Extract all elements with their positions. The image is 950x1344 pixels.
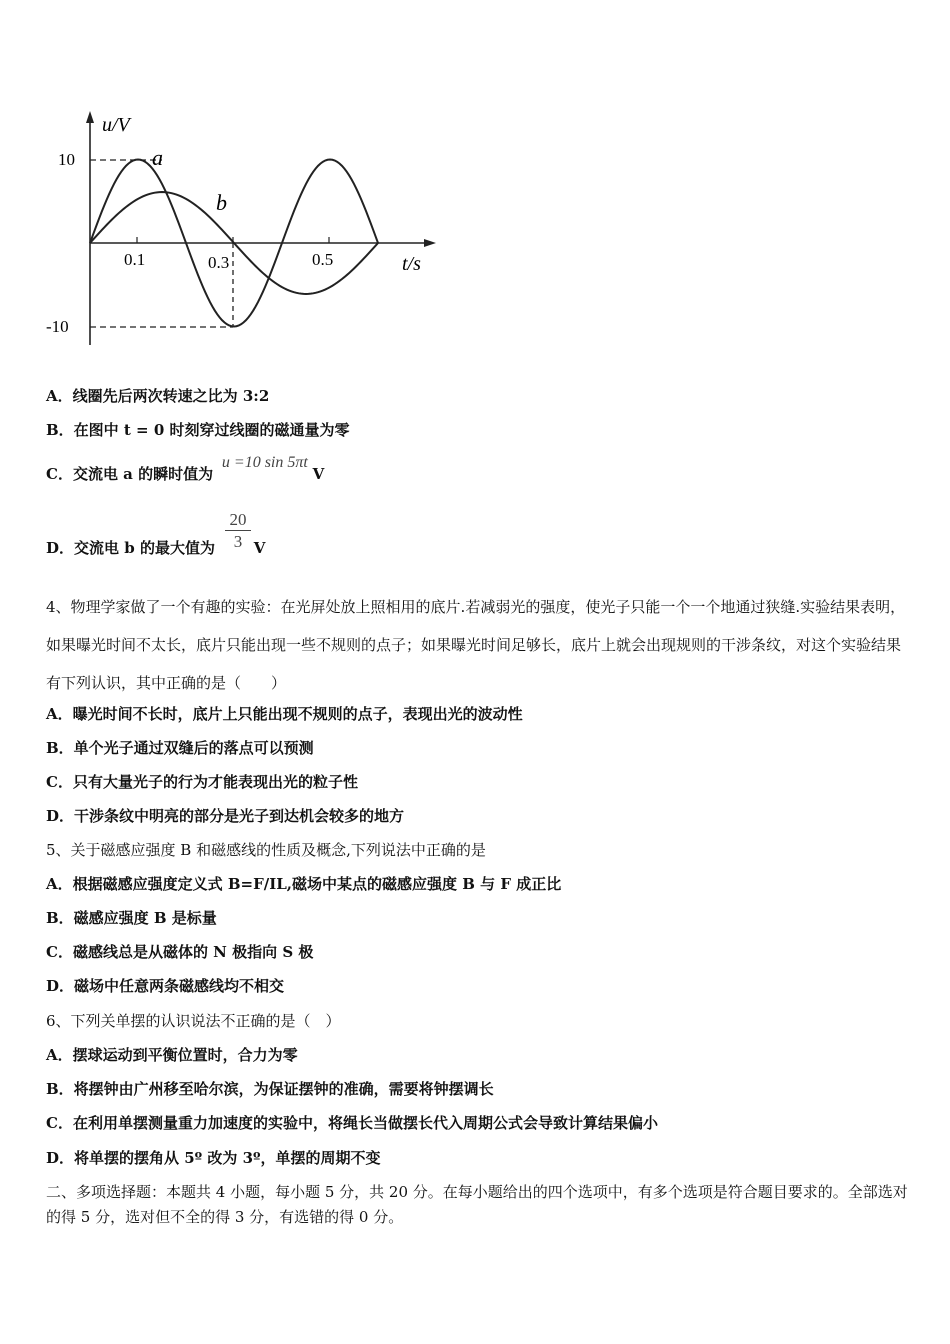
q5-stem: 5、关于磁感应强度 B 和磁感线的性质及概念,下列说法中正确的是 xyxy=(46,841,486,859)
x-tick-0.5: 0.5 xyxy=(312,250,334,269)
q4-option-d: D．干涉条纹中明亮的部分是光子到达机会较多的地方 xyxy=(46,807,405,825)
x-axis-label: t/s xyxy=(402,253,421,275)
x-axis-arrow xyxy=(424,239,436,247)
q3-option-d-prefix: D．交流电 b 的最大值为 xyxy=(46,539,215,557)
q3-option-c-suffix: V xyxy=(312,465,325,483)
section-2-instructions: 二、多项选择题：本题共 4 小题，每小题 5 分，共 20 分。在每小题给出的四个选项中，有多个选项是符合题目要求的。全部选对的得 5 分，选对但不全的得 3 分，有选错的得 0 分。 xyxy=(46,1183,908,1226)
q3-option-c xyxy=(46,454,325,485)
y-tick-top: 10 xyxy=(58,150,75,169)
y-axis-arrow xyxy=(86,111,94,123)
fraction-denominator: 3 xyxy=(233,532,243,551)
q3-option-b: B．在图中 t = 0 时刻穿过线圈的磁通量为零 xyxy=(46,421,350,439)
q6-option-b: B．将摆钟由广州移至哈尔滨，为保证摆钟的准确，需要将钟摆调长 xyxy=(46,1080,494,1098)
q4-stem: 4、物理学家做了一个有趣的实验：在光屏处放上照相用的底片.若减弱光的强度，使光子只能一个一个地通过狭缝.实验结果表明，如果曝光时间不太长，底片只能出现一些不规则的点子；如果曝光时间足够长，底片上就会出现规则的干涉条纹，对这个实验结果有下列认识，其中正确的是（ ） xyxy=(46,598,906,692)
q6-option-c: C．在利用单摆测量重力加速度的实验中，将绳长当做摆长代入周期公式会导致计算结果偏小 xyxy=(46,1114,658,1132)
q4-option-c: C．只有大量光子的行为才能表现出光的粒子性 xyxy=(46,773,358,791)
q3-option-c-prefix: C．交流电 a 的瞬时值为 xyxy=(46,465,214,483)
q6-stem: 6、下列关单摆的认识说法不正确的是（ ） xyxy=(46,1012,341,1030)
q5-option-c: C．磁感线总是从磁体的 N 极指向 S 极 xyxy=(46,943,314,961)
q6-option-d: D．将单摆的摆角从 5º 改为 3º，单摆的周期不变 xyxy=(46,1149,381,1167)
x-tick-0.3: 0.3 xyxy=(208,253,230,272)
y-tick-bottom: -10 xyxy=(46,317,69,336)
y-axis-label: u/V xyxy=(102,114,130,136)
fraction-numerator: 20 xyxy=(225,510,251,531)
q5-option-b: B．磁感应强度 B 是标量 xyxy=(46,909,217,927)
q3-option-d-fraction xyxy=(225,510,251,553)
x-tick-0.1: 0.1 xyxy=(124,250,146,269)
voltage-time-graph xyxy=(40,105,450,355)
q3-option-a: A．线圈先后两次转速之比为 3:2 xyxy=(46,387,270,405)
q3-option-c-formula: u =10 sin 5πt xyxy=(221,454,308,471)
q4-option-b: B．单个光子通过双缝后的落点可以预测 xyxy=(46,739,314,757)
curve-b-label: b xyxy=(216,190,227,215)
q3-option-d-suffix: V xyxy=(253,539,266,557)
q5-option-d: D．磁场中任意两条磁感线均不相交 xyxy=(46,977,285,995)
q6-option-a: A．摆球运动到平衡位置时，合力为零 xyxy=(46,1046,298,1064)
curve-a-label: a xyxy=(152,145,163,170)
q5-option-a: A．根据磁感应强度定义式 B=F/IL,磁场中某点的磁感应强度 B 与 F 成正比 xyxy=(46,875,562,893)
q4-option-a: A．曝光时间不长时，底片上只能出现不规则的点子，表现出光的波动性 xyxy=(46,705,523,723)
